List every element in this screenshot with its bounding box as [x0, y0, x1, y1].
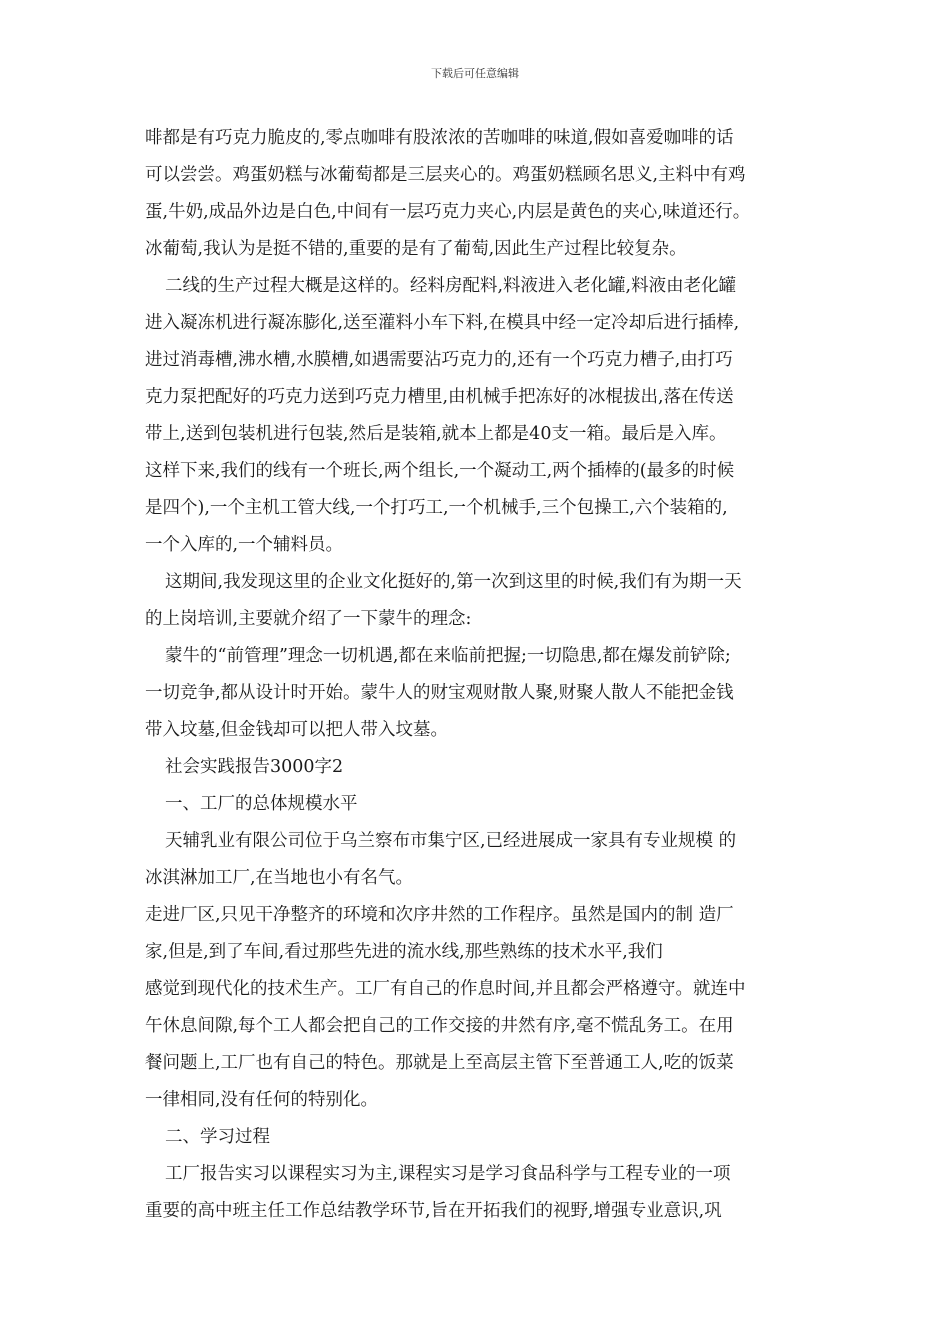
page-header: 下载后可任意编辑 — [431, 67, 519, 80]
section-heading: 二、学习过程 — [165, 1127, 270, 1147]
text-line: 蛋,牛奶,成品外边是白色,中间有一层巧克力夹心,内层是黄色的夹心,味道还行。 — [145, 202, 751, 222]
text-line: 午休息间隙,每个工人都会把自己的工作交接的井然有序,毫不慌乱务工。在用 — [145, 1016, 734, 1036]
text-line: 进过消毒槽,沸水槽,水膜槽,如遇需要沾巧克力的,还有一个巧克力槽子,由打巧 — [145, 350, 733, 370]
paragraph-start: 二线的生产过程大概是这样的。经料房配料,料液进入老化罐,料液由老化罐 — [165, 276, 737, 296]
text-line: 这样下来,我们的线有一个班长,两个组长,一个凝动工,两个插棒的(最多的时候 — [145, 461, 735, 481]
paragraph-start: 天辅乳业有限公司位于乌兰察布市集宁区,已经进展成一家具有专业规模 的 — [165, 831, 737, 851]
text-line: 是四个),一个主机工管大线,一个打巧工,一个机械手,三个包操工,六个装箱的, — [145, 498, 728, 518]
text-line: 可以尝尝。鸡蛋奶糕与冰葡萄都是三层夹心的。鸡蛋奶糕顾名思义,主料中有鸡 — [145, 165, 746, 185]
text-line: 啡都是有巧克力脆皮的,零点咖啡有股浓浓的苦咖啡的味道,假如喜爱咖啡的话 — [145, 128, 734, 148]
text-line: 重要的高中班主任工作总结教学环节,旨在开拓我们的视野,增强专业意识,巩 — [145, 1201, 722, 1221]
paragraph-start: 蒙牛的“前管理”理念一切机遇,都在来临前把握;一切隐患,都在爆发前铲除; — [165, 646, 731, 666]
text-line: 冰葡萄,我认为是挺不错的,重要的是有了葡萄,因此生产过程比较复杂。 — [145, 239, 687, 259]
text-line: 进入凝冻机进行凝冻膨化,送至灌料小车下料,在模具中经一定冷却后进行插棒, — [145, 313, 740, 333]
text-line: 带入坟墓,但金钱却可以把人带入坟墓。 — [145, 720, 449, 740]
text-line: 感觉到现代化的技术生产。工厂有自己的作息时间,并且都会严格遵守。就连中 — [145, 979, 746, 999]
paragraph-start: 工厂报告实习以课程实习为主,课程实习是学习食品科学与工程专业的一项 — [165, 1164, 731, 1184]
text-line: 一切竞争,都从设计时开始。蒙牛人的财宝观财散人聚,财聚人散人不能把金钱 — [145, 683, 734, 703]
text-line: 一律相同,没有任何的特别化。 — [145, 1090, 379, 1110]
section-title: 社会实践报告3000字2 — [165, 757, 344, 777]
section-heading: 一、工厂的总体规模水平 — [165, 794, 358, 814]
text-line: 克力泵把配好的巧克力送到巧克力槽里,由机械手把冻好的冰棍拔出,落在传送 — [145, 387, 734, 407]
text-line: 一个入库的,一个辅料员。 — [145, 535, 344, 555]
text-line: 冰淇淋加工厂,在当地也小有名气。 — [145, 868, 414, 888]
text-line: 走进厂区,只见干净整齐的环境和次序井然的工作程序。虽然是国内的制 造厂 — [145, 905, 734, 925]
text-line: 家,但是,到了车间,看过那些先进的流水线,那些熟练的技术水平,我们 — [145, 942, 663, 962]
text-line: 餐问题上,工厂也有自己的特色。那就是上至高层主管下至普通工人,吃的饭菜 — [145, 1053, 734, 1073]
paragraph-start: 这期间,我发现这里的企业文化挺好的,第一次到这里的时候,我们有为期一天 — [165, 572, 742, 592]
text-line: 的上岗培训,主要就介绍了一下蒙牛的理念: — [145, 609, 472, 629]
text-line: 带上,送到包装机进行包装,然后是装箱,就本上都是40支一箱。最后是入库。 — [145, 424, 727, 444]
